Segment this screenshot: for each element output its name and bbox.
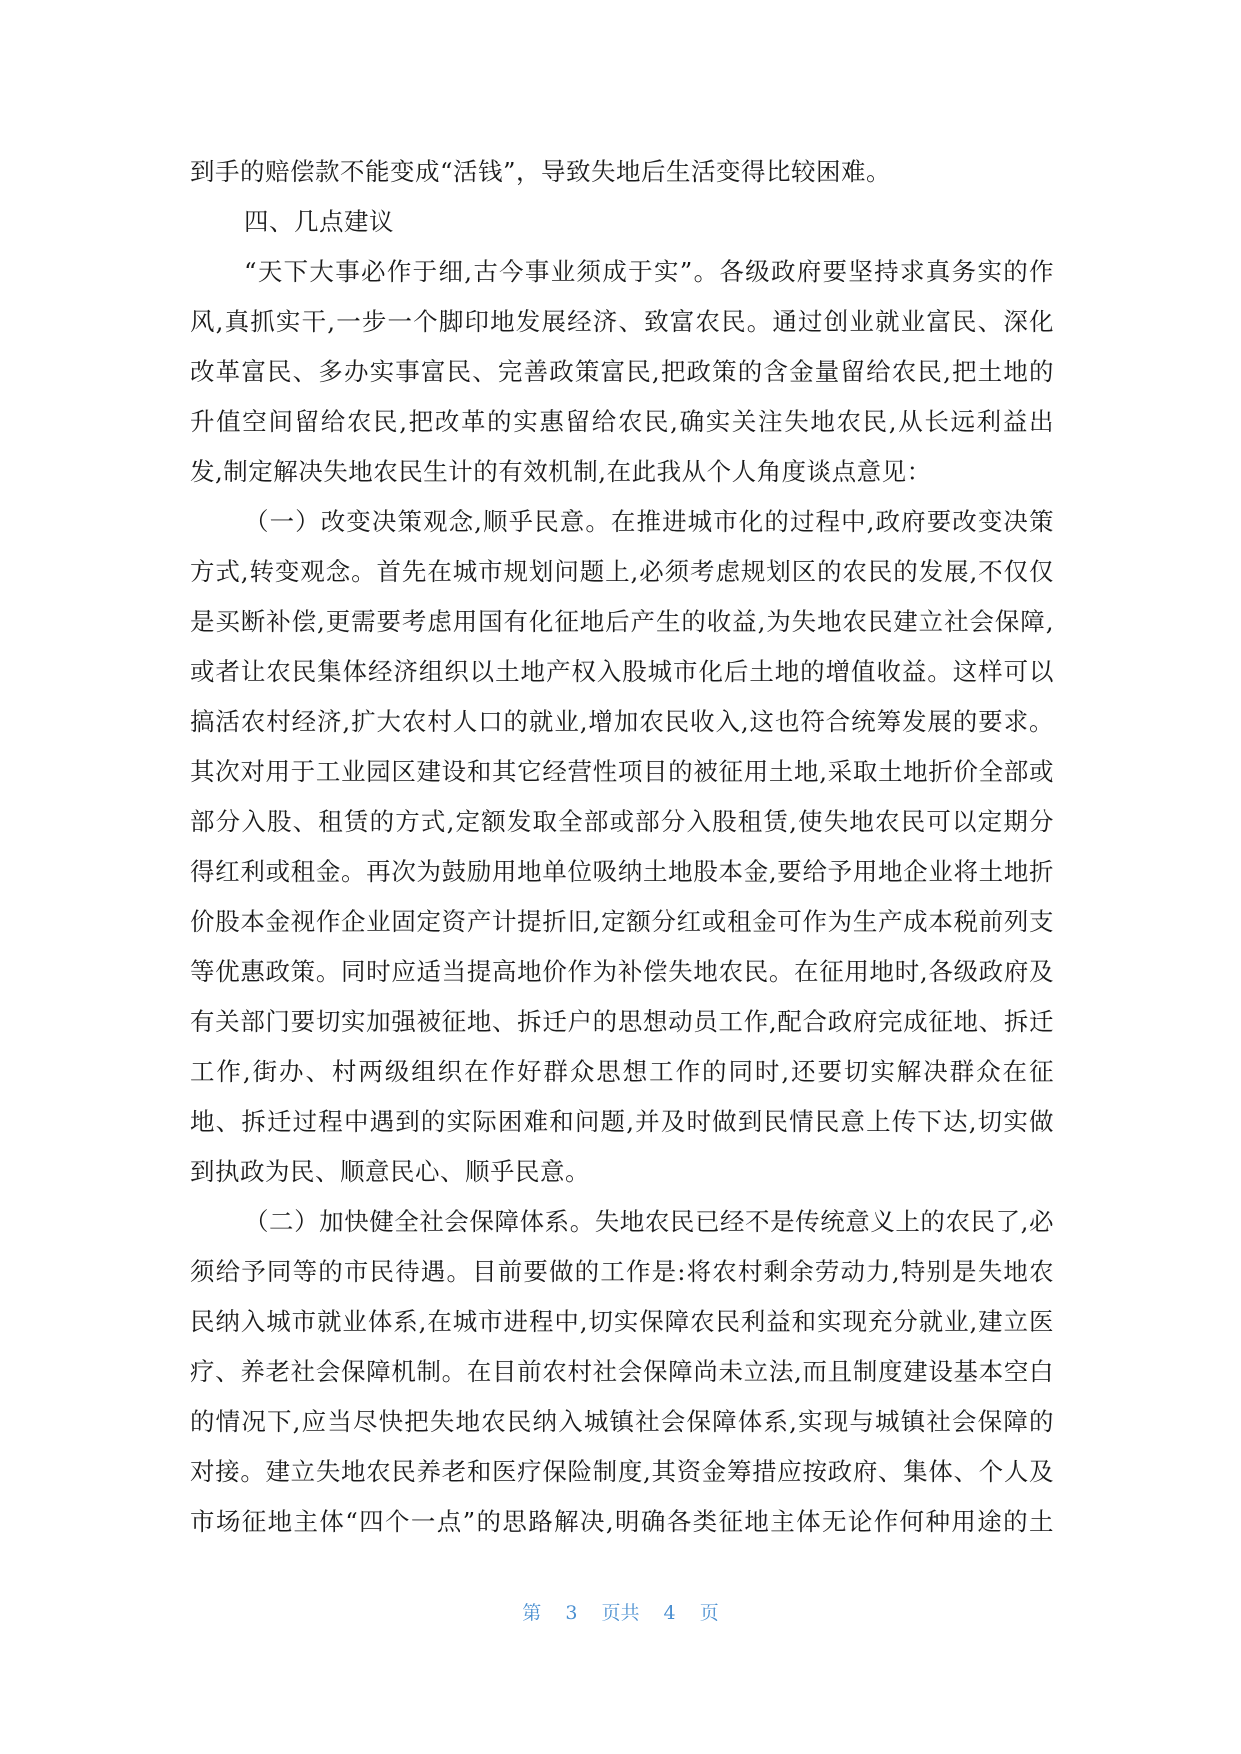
footer-total-pages: 4 xyxy=(663,1602,676,1624)
paragraph-line: 有关部门要切实加强被征地、拆迁户的思想动员工作,配合政府完成征地、拆迁 xyxy=(190,1007,1054,1036)
paragraph-line: 等优惠政策。同时应适当提高地价作为补偿失地农民。在征用地时,各级政府及 xyxy=(190,957,1054,986)
page-footer xyxy=(0,1598,1241,1625)
footer-label-page: 第 xyxy=(522,1602,542,1624)
paragraph-line: 升值空间留给农民,把改革的实惠留给农民,确实关注失地农民,从长远利益出 xyxy=(190,407,1054,436)
paragraph-line: 得红利或租金。再次为鼓励用地单位吸纳土地股本金,要给予用地企业将土地折 xyxy=(190,857,1054,886)
paragraph-line: 价股本金视作企业固定资产计提折旧,定额分红或租金可作为生产成本税前列支 xyxy=(190,907,1054,936)
paragraph-line: 发,制定解决失地农民生计的有效机制,在此我从个人角度谈点意见： xyxy=(190,457,932,486)
paragraph-line: 风,真抓实干,一步一个脚印地发展经济、致富农民。通过创业就业富民、深化 xyxy=(190,307,1054,336)
footer-label-end: 页 xyxy=(699,1602,719,1624)
paragraph-line: 到执政为民、顺意民心、顺乎民意。 xyxy=(190,1157,590,1186)
footer-current-page: 3 xyxy=(565,1602,578,1624)
paragraph-line: （一）改变决策观念,顺乎民意。在推进城市化的过程中,政府要改变决策 xyxy=(244,507,1054,536)
paragraph-line: 地、拆迁过程中遇到的实际困难和问题,并及时做到民情民意上传下达,切实做 xyxy=(190,1107,1054,1136)
paragraph-line: 疗、养老社会保障机制。在目前农村社会保障尚未立法,而且制度建设基本空白 xyxy=(190,1357,1054,1386)
paragraph-line: 或者让农民集体经济组织以土地产权入股城市化后土地的增值收益。这样可以 xyxy=(190,657,1054,686)
paragraph-line: 工作,街办、村两级组织在作好群众思想工作的同时,还要切实解决群众在征 xyxy=(190,1057,1054,1086)
paragraph-line: 到手的赔偿款不能变成“活钱”，导致失地后生活变得比较困难。 xyxy=(190,157,892,186)
paragraph-line: 部分入股、租赁的方式,定额发取全部或部分入股租赁,使失地农民可以定期分 xyxy=(190,807,1054,836)
paragraph-line: 须给予同等的市民待遇。目前要做的工作是:将农村剩余劳动力,特别是失地农 xyxy=(190,1257,1054,1286)
paragraph-line: 方式,转变观念。首先在城市规划问题上,必须考虑规划区的农民的发展,不仅仅 xyxy=(190,557,1054,586)
paragraph-line: 其次对用于工业园区建设和其它经营性项目的被征用土地,采取土地折价全部或 xyxy=(190,757,1054,786)
section-heading: 四、几点建议 xyxy=(244,207,394,236)
paragraph-line: 市场征地主体“四个一点”的思路解决,明确各类征地主体无论作何种用途的土 xyxy=(190,1507,1054,1536)
document-body xyxy=(190,147,1054,1547)
paragraph-line: 是买断补偿,更需要考虑用国有化征地后产生的收益,为失地农民建立社会保障, xyxy=(190,607,1054,636)
paragraph-line: 搞活农村经济,扩大农村人口的就业,增加农民收入,这也符合统筹发展的要求。 xyxy=(190,707,1054,736)
paragraph-line: 改革富民、多办实事富民、完善政策富民,把政策的含金量留给农民,把土地的 xyxy=(190,357,1054,386)
paragraph-line: 民纳入城市就业体系,在城市进程中,切实保障农民利益和实现充分就业,建立医 xyxy=(190,1307,1054,1336)
footer-label-of: 页共 xyxy=(601,1602,640,1624)
paragraph-line: 对接。建立失地农民养老和医疗保险制度,其资金筹措应按政府、集体、个人及 xyxy=(190,1457,1054,1486)
paragraph-line: 的情况下,应当尽快把失地农民纳入城镇社会保障体系,实现与城镇社会保障的 xyxy=(190,1407,1054,1436)
paragraph-line: “天下大事必作于细,古今事业须成于实”。各级政府要坚持求真务实的作 xyxy=(244,257,1054,286)
paragraph-line: （二）加快健全社会保障体系。失地农民已经不是传统意义上的农民了,必 xyxy=(244,1207,1054,1236)
